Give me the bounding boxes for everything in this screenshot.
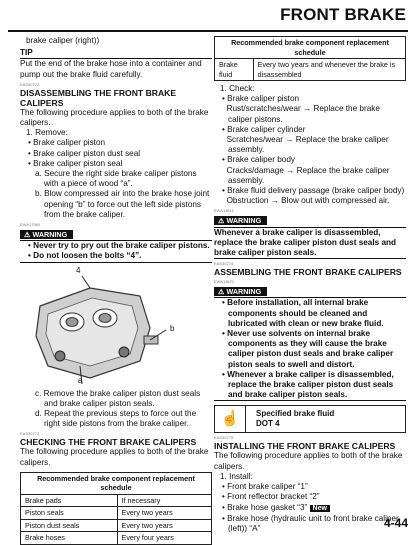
ref-code: EAS30775 bbox=[214, 435, 234, 441]
install-item: • Front reflector bracket “2” bbox=[222, 492, 320, 502]
check-detail: Obstruction → Blow out with compressed air. bbox=[226, 196, 390, 206]
check-detail: Cracks/damage → Replace the brake caliper assembly. bbox=[226, 165, 390, 185]
table-row: Brake pads If necessary bbox=[21, 494, 212, 507]
check-item: • Brake caliper piston bbox=[222, 94, 300, 104]
new-badge: New bbox=[310, 505, 330, 512]
section-title: FRONT BRAKE bbox=[280, 5, 406, 24]
step-remove: 1. Remove: bbox=[26, 128, 68, 138]
sub-step-c: c. Remove the brake caliper piston dust seals and brake caliper piston seals. bbox=[35, 388, 201, 408]
step-check: 1. Check: bbox=[220, 84, 255, 93]
fluid-icon: ☝ bbox=[215, 406, 246, 432]
warning-item: • Never try to pry out the brake caliper pistons. bbox=[28, 241, 210, 251]
sub-step-a: a. Secure the right side brake caliper pistons with a piece of wood “a”. bbox=[35, 169, 197, 189]
remove-item: • Brake caliper piston dust seal bbox=[28, 148, 141, 158]
warning-text: Whenever a brake caliper is disassembled, replace the brake caliper piston dust seals and brake caliper piston seals. bbox=[214, 227, 397, 258]
callout-4: 4 bbox=[76, 265, 81, 275]
table-row: Brake fluid Every two years and whenever the brake is disassembled bbox=[215, 59, 406, 81]
installing-intro: The following procedure applies to both of the brake calipers. bbox=[214, 451, 403, 471]
remove-item: • Brake caliper piston bbox=[28, 138, 106, 148]
warning-item: • Do not loosen the bolts “4”. bbox=[28, 251, 142, 261]
installing-heading: INSTALLING THE FRONT BRAKE CALIPERS bbox=[214, 441, 396, 452]
ref-code: EWA13611 bbox=[214, 208, 234, 214]
install-item: • Front brake caliper “1” bbox=[222, 482, 308, 492]
assembling-heading: ASSEMBLING THE FRONT BRAKE CALIPERS bbox=[214, 267, 402, 278]
step-install: 1. Install: bbox=[220, 471, 253, 481]
tip-text: Put the end of the brake hose into a container and pump out the brake fluid carefully. bbox=[20, 59, 202, 79]
check-detail: Scratches/wear → Replace the brake caliper assembly. bbox=[226, 135, 389, 155]
warning-item: • Never use solvents on internal brake components as they will cause the brake caliper piston dust seals and brake caliper piston seals to swell and distort. bbox=[222, 329, 394, 369]
spec-box bbox=[214, 405, 406, 433]
divider bbox=[214, 258, 406, 259]
table-row: Brake hoses Every four years bbox=[21, 532, 212, 545]
check-item: • Brake caliper body bbox=[222, 155, 295, 165]
warning-badge: ⚠ WARNING bbox=[214, 287, 267, 296]
table-header: Recommended brake component replacement schedule bbox=[21, 472, 212, 494]
page-header bbox=[8, 0, 408, 32]
install-item: • Brake hose gasket “3” New bbox=[214, 503, 406, 514]
replacement-schedule-table bbox=[20, 472, 212, 545]
remove-item: • Brake caliper piston seal bbox=[28, 158, 123, 168]
disassembling-heading: DISASSEMBLING THE FRONT BRAKE CALIPERS bbox=[20, 87, 177, 108]
table-row: Piston seals Every two years bbox=[21, 507, 212, 520]
divider bbox=[20, 262, 212, 263]
tip-label: TIP bbox=[20, 48, 212, 59]
ref-code: EAS30774 bbox=[214, 261, 234, 267]
ref-code: EWA17960 bbox=[20, 222, 41, 228]
spec-value: DOT 4 bbox=[256, 419, 280, 429]
right-column bbox=[214, 36, 406, 534]
warning-badge: ⚠ WARNING bbox=[20, 230, 73, 239]
ref-code: EWA13621 bbox=[214, 279, 235, 285]
warning-item: • Before installation, all internal brake components should be cleaned and lubricated with clean or new brake fluid. bbox=[222, 298, 384, 328]
disassembling-intro: The following procedure applies to both of the brake calipers. bbox=[20, 107, 209, 128]
install-item: • Brake hose (hydraulic unit to front brake caliper (left)) “A” bbox=[222, 513, 399, 533]
checking-heading: CHECKING THE FRONT BRAKE CALIPERS bbox=[20, 437, 197, 448]
replacement-schedule-table bbox=[214, 36, 406, 81]
check-detail: Rust/scratches/wear → Replace the brake caliper pistons. bbox=[226, 104, 380, 124]
callout-a: a bbox=[78, 375, 83, 385]
page-number: 4-44 bbox=[383, 516, 408, 530]
callout-b: b bbox=[170, 323, 175, 333]
table-row: Piston dust seals Every two years bbox=[21, 519, 212, 532]
brake-caliper-drawing bbox=[20, 266, 170, 386]
check-item: • Brake caliper cylinder bbox=[222, 124, 306, 134]
brake-caliper-illustration bbox=[20, 266, 212, 386]
checking-intro: The following procedure applies to both of the brake calipers. bbox=[20, 447, 209, 467]
warning-item: • Whenever a brake caliper is disassembled, replace the brake caliper piston dust seals and brake caliper piston seals. bbox=[222, 369, 394, 400]
sub-step-d: d. Repeat the previous steps to force out the right side pistons from the brake caliper. bbox=[35, 409, 197, 429]
sub-step-b: b. Blow compressed air into the brake hose joint opening “b” to force out the left side pistons from the brake caliper. bbox=[35, 189, 210, 219]
ref-code: EAS30772 bbox=[20, 81, 40, 87]
spec-label: Specified brake fluid bbox=[256, 409, 335, 419]
left-column bbox=[20, 36, 212, 545]
table-header: Recommended brake component replacement schedule bbox=[215, 37, 406, 59]
divider bbox=[214, 400, 406, 401]
intro-item: brake caliper (right)) bbox=[26, 36, 100, 45]
ref-code: EAS30773 bbox=[20, 431, 40, 437]
warning-badge: ⚠ WARNING bbox=[214, 216, 267, 225]
check-item: • Brake fluid delivery passage (brake caliper body) bbox=[222, 186, 405, 196]
